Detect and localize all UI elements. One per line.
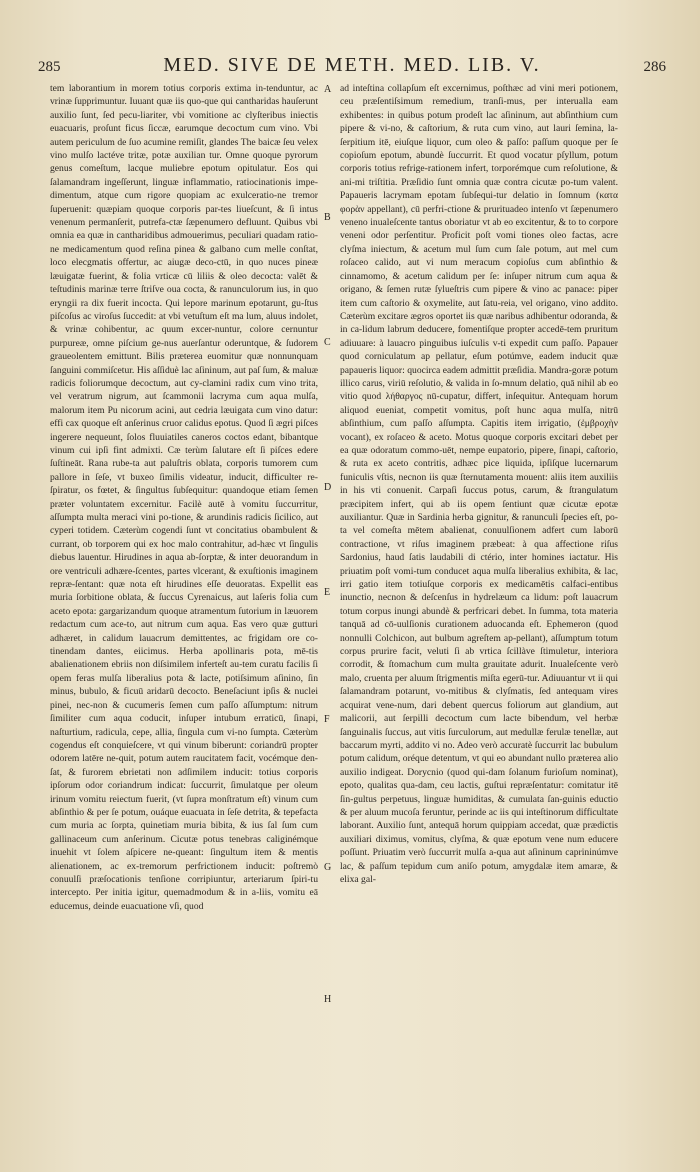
margin-letter-f: F	[324, 714, 330, 725]
running-title: MED. SIVE DE METH. MED. LIB. V.	[163, 54, 541, 76]
column-left-text: tem laborantium in morem totius corporis extima in-tenduntur, ac vrinæ ſupprimuntur. Iuuant quæ iis quo-que qui cantharidas hauſerunt auxilio ſunt, ſed pecu-liariter, vbi vomitione ac clyſteribus iniectis euacuaris, proſunt ficus ſiccæ, earumque decoctum cum vino. Vbi autem periculum de ſuo acumine remiſit, glandes The baicæ ſeu velex vino mulſo lactéve tritæ, potæ auxilian tur. Omne quoque pyrorum genus comeſtum, lacque muliebre epotum opitulatur. Eos qui ſalamandram ingeſſerunt, linguæ inflammatio, ratiocinationis impe-dimentum, atque cum rigore quopiam ac exulceratio-ne tremor ſuperuenit: quæpiam quoque corporis par-tes liueſcunt, & ſi intus venenum permanſerit, putrefa-ctæ ſæpenumero defluunt. Quibus vbi omnia ea quæ in cantharidibus admouerimus, peculiari quadam ratio-ne medicamentum quod reſina pinea & galbano cum melle conſtat, loco elecgmatis offertur, ac aiugæ deco-ctū, in quo nuces pineæ læuigatæ fuerint, & folia vrticæ cū liliis & oleo decocta: valēt & teſtudinis marinæ terre ſtriſve oua cocta, & ranunculorum ius, in quo eryngii ra dix fuerit incocta. Qui lepore marinum epotarunt, gu-ſtus piſcoſus ac viroſus ſuccedit: at vbi vetuſtum eſt ma lum, aluus indolet, & vrinæ cohibentur, ac quum excer-nuntur, colore cernuntur purpureæ, omne piſcium ge-nus auerſantur oderuntque, & ſudorem graueolentem emittunt. Bilis præterea euomitur quæ nonnunquam ſanguini commiſcetur. His aſſiduè lac aſininum, aut paſ ſum, & maluæ radicis foliorumque decoctum, aut cy-clamini radix cum vino trita, vel veratrum nigrum, aut ſcammonii lacryma cum aqua mulſa, malorum item Pu nicorum acini, aut cedria læuigata cum vino datur: effi cax quoque eſt anſerinus cruor calidus epotus. Quod ſi ægri piſces ingerere nequeunt, ſolos fluuiatiles caneros coctos edant, bibantque vinum cui ipſi fint admixti. Cæ terùm ſalutare eſt ſi piſces edere ſuſtineāt. Rana rube-ta aut paluſtris oblata, corporis tumorem cum pallore in ſeſe, vt buxeo ſimilis videatur, inducit, difficulter re-ſpiratur, os fœtet, & ſingultus ſubſequitur: quandoque etiam ſemen præter voluntatem excernitur. Facilè autē à vomitu ſuccurritur, aſſumpta multa meraci vini po-tione, & arundinis radicis ſicilico, aut cyperi totidem. Cæterùm cogendi ſunt vt concitatius obambulent & currant, ob torporem qui ex hoc malo contrahitur, ad-hæc vt ſingulis diebus lauentur. Hirudines in aqua ab-ſorptæ, & inter deuorandum in ore ventriculi adhære-ſcentes, partes vlcerant, & exuſtionis imaginem repræ-ſentant: quæ nota eſt hirudines eſſe deuoratas. Expellit eas muria ſorbitione oblata, & ſuccus Cyrenaicus, aut laſeris folia cum aceto epota: gargarizandum quoque atramentum ſutorium in læuorem redactum cum ace-to, aut nitrum cum aqua. Eas vero quæ gutturi adhæret, in calidum lauacrum demittentes, ac frigidam ore co-tinendam dantes, eiicimus. Herba apollinaris pota, mē-tis abalienationem ebriis non diſsimilem inferteſt au-tem curatu facilis ſi opem feras mulſa liberalius pota & lacte, potiſsimum aſinino, ſin minus, bubulo, & ficuū aridarū decocto. Beneſaciunt ipſis & nuclei pinei, nec-non & cucumeris ſemen cum paſſo aſſumptum: nitrum ſimiliter cum aqua coducit, inſuper intubum erraticū, ſinapi, naſturtium, radicula, cepe, allia, ſingula cum vi-no ſumpta. Cæterùm cogendus eſt conquieſcere, vt qui vinum biberunt: coriandrū propter odorem latēre ne-quit, potum autem raucitatem facit, vocémque den-ſat, & furorem ebrietati non adſimilem inducit: totius corporis ipſorum odor coriandrum indicat: ſuccurrit, ſimulatque per oleum irinum vomitu reiectum fuerit, (vt ſupra monſtratum eſt) vinum cum abſinthio & per ſe potum, ouáque euacuata in ſeſe detrita, & tepefacta cum muria ac ſorpta, quinetiam muria bibita, & ius ſal ſum cum gallinaceum cum anſerinum. Cicutæ potus tenebras caliginémque inuehit vt ſolem aſpicere ne-queant: ſingultum item & mentis alienationem, ac ex-tremorum perfrictionem inducit: poſtremò conuulſi præſocationis tenſione corripiuntur, arteriarum ſpiri-tu intercepto. Per initia igitur, quemadmodum & in a-liis, vomitu eā educemus, deinde euacuatione vſi, quod	[50, 83, 318, 912]
text-column-right	[340, 82, 618, 1082]
margin-letter-c: C	[324, 337, 331, 348]
margin-letter-d: D	[324, 482, 332, 493]
margin-letter-b: B	[324, 212, 331, 223]
text-column-left	[50, 82, 318, 1082]
margin-letters	[324, 82, 336, 1062]
margin-letter-e: E	[324, 587, 331, 598]
margin-letter-g: G	[324, 862, 332, 873]
page-number-left: 285	[38, 59, 61, 75]
margin-letter-h: H	[324, 994, 332, 1005]
margin-letter-a: A	[324, 84, 332, 95]
column-right-text: ad inteſtina collapſum eſt excernimus, poſthæc ad vini meri potionem, ceu præſentiſsimum remedium, tranſi-mus, per interualla eam exhibentes: in quibus potum prodeſt lac aſininum, aut abſinthium cum pipere & vi-no, & caſtorium, & ruta cum vino, aut lauri ſemina, la-ſerpitium itē, eiuſque liquor, cum oleo & paſſo: paſſum quoque per ſe copioſum epotum, abundè ſuccurrit. Et quod vocatur pſyllum, potum corporis totius refrige-rationem infert, torporémque cum reſolutione, & ani-mi triſtitia. Præſidio ſunt omnia quæ contra cicutæ po-tum valent. Papaueris lacrymam epotam ſubſequi-tur delatio in ſomnum (κατα φορὰν appellant), cū perfri-ctione & prurituadeo intenſo vt ſæpenumero veneno inualeſcente tantus oboriatur vt ab eo excitentur, & to to corpore veneni odor perſentitur. Proficit poſt vomi tiones oleo factas, acre clyſma iniectum, & acetum mul ſum cum ſale potum, aut mel cum roſaceo calido, aut vi num meracum copioſus cum abſinthio & cinnamomo, & acetum calidum per ſe: inſuper nitrum cum aqua & origano, & ſemen rutæ ſylueſtris cum pipere & vino ac panace: piper item cum caſtorio & oxymelite, aut ſatu-reia, vel origano, vino addito. Cæterùm excitare ægros oportet iis quæ naribus adhibentur odoranda, & in ca-lidum labrum deducere, fomentiſque propter accedē-tem pruritum adiuuare: à lauacro pinguibus iuſculis v-ti expedit cum paſſo. Papauer quod corniculatum ap pellatur, eſum potúmve, eadem inducit quæ papaueris liquor: quocirca eadem admittit præſidia. Mandra-goræ potum illico carus, viriū reſolutio, & valida in ſo-mnum delatio, quā nihil ab eo vitio quod λήθαργος nū-cupatur, differt, inſequitur. Antequam horum aliquod eueniat, competit vomitus, poſt hunc aqua mulſa, nitrū abſinthium, cum paſſo aſſumpta. Capitis item irrigatio, (ἐμβροχὴν vocant), ex roſaceo & aceto. Motus quoque corporis excitari debet per ea quæ odoratum commo-uēt, nempe eupatorio, pipere, ſinapi, caſtorio, & ruta ex aceto contritis, adhæc pice liquida, ipſiſque lucernarum funiculis vſtis, necnon iis quæ ſternutamenta mouent: aliis item auxiliis in his vti conuenit. Carpaſi ſuccus potus, carum, & ſtrangulatum præcipitem infert, qui ab iis opem ſentiunt quæ cicutæ epotæ auxiliantur. Quæ in Sardinia herba gignitur, & ranunculi ſpecies eſt, po-ta vel comeſta mētem abalienat, conuulſionem adfert cum laborū contractione, vt riſus imaginem præbeat: à qua affectione riſus Sardonius, haud ſatis laudabili di ctério, inter homines iactatur. His priuatim poſt vomi-tum conducet aqua mulſa liberalius exhibita, & lac, irri gatio item totiuſque corporis ex medicamētis calfaci-entibus inunctio, necnon & deſcenſus in hydrelæum ca lidum: poſt lauacrum totum corpus inungi abundè & perfricari debet. In ſumma, tota materia tanquā ad cō-uulſionis curationem aduocanda eſt. Ephemeron (quod nonnulli Colchicon, aut bulbum agreſtem ap-pellant), aſſumptum totum corpus prurire facit, veluti ſi ab vrtica ſcillàve ſtimuletur, interiora corrodit, & ſtomachum cum multa grauitate adurit. Inualeſcente verò malo, cruenta per aluum ſtrigmentis miſta egerū-tur. Adiuuantur vt ii qui ſalamandram potarunt, vo-mitibus & clyſmatis, ſed antequam vires acquirat vene-num, dari debent quercus foliorum aut glandium, aut malicorii, aut ſerpilli decoctum cum lacte bibendum, vel herbæ ſanguinalis ſuccus, aut vitis ſurculorum, aut medullæ ferulæ tenellæ, aut baccarum myrti, addito vi no. Adeo verò accuratè ſuccurrit lac bubulum potum calidum, oréque detentum, vt qui eo abundant nullo præterea alio auxilio indigeat. Dorycnio (quod qui-dam ſolanum furioſum nominat), epoto, qualitas qua-dam, ceu lactis, guſtui repræſentatur: comitatur itē ſin-gultus perpetuus, linguæ humiditas, & cumulata ſan-guinis eductio & per aluum mucoſa feruntur, perinde ac iis qui inteſtinorum difficultate laborant. Auxilio ſunt, antequā horum quippiam accedat, quæ prædictis auxiliari diximus, vomitus, clyſma, & quæ epotum vene num educere poſſunt. Priuatim verò ſuccurrit mulſa a-qua aut aſininum caprininúmve lac, & paſſum tepidum cum aniſo potum, amygdalæ item amaræ, & elixa gal-	[340, 83, 618, 885]
page-number-right: 286	[643, 59, 666, 75]
running-header	[38, 54, 666, 80]
